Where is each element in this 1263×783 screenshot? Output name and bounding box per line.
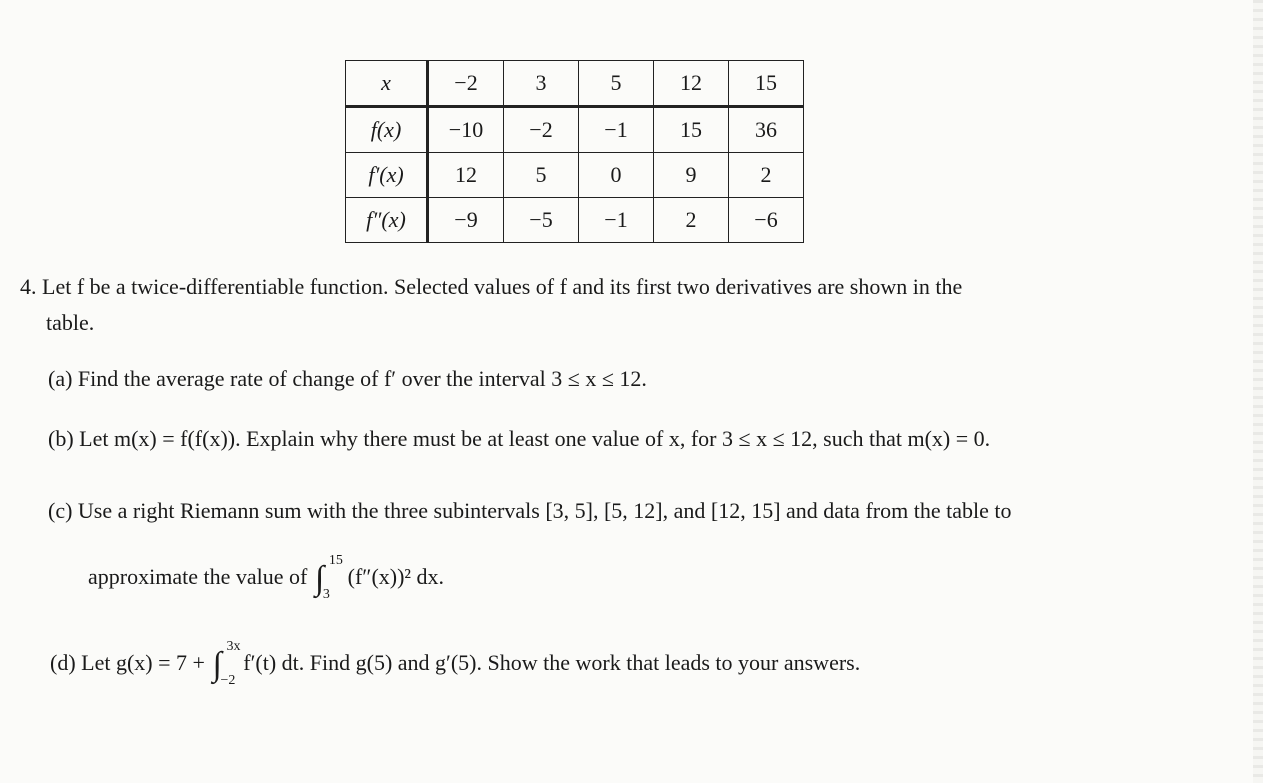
table-cell: −1: [579, 198, 654, 243]
table-cell: −9: [428, 198, 504, 243]
table-cell: −5: [504, 198, 579, 243]
table-row-f-prime: [346, 153, 804, 198]
table-cell: 36: [729, 107, 804, 153]
table-cell: 15: [654, 107, 729, 153]
table-cell: 5: [579, 61, 654, 107]
table-cell: 12: [428, 153, 504, 198]
table-cell: −10: [428, 107, 504, 153]
table-cell: 15: [729, 61, 804, 107]
page-edge: [1253, 0, 1263, 783]
table-cell: 0: [579, 153, 654, 198]
table-row-f: [346, 107, 804, 153]
integral-lower-limit: 3: [322, 587, 330, 602]
question-stem: [20, 274, 962, 300]
part-c: (c) Use a right Riemann sum with the three subintervals [3, 5], [5, 12], and [12, 15] and data from the table to: [48, 498, 1012, 523]
table-header-x: x: [346, 61, 428, 107]
table-header-f-prime: f′(x): [346, 153, 428, 198]
table-cell: −6: [729, 198, 804, 243]
table-cell: 5: [504, 153, 579, 198]
part-b: (b) Let m(x) = f(f(x)). Explain why there must be at least one value of x, for 3 ≤ x ≤ 12, such that m(x) = 0.: [48, 426, 991, 451]
table-cell: −1: [579, 107, 654, 153]
part-a: (a) Find the average rate of change of f′ over the interval 3 ≤ x ≤ 12.: [48, 366, 647, 391]
table-cell: 2: [654, 198, 729, 243]
table-cell: 9: [654, 153, 729, 198]
table-header-f: f(x): [346, 107, 428, 153]
table-row-f-double-prime: [346, 198, 804, 243]
integral-upper-limit: 3x: [226, 639, 241, 654]
question-number: 4.: [20, 274, 37, 299]
table-cell: −2: [428, 61, 504, 107]
part-c-integral-line: [88, 553, 445, 602]
values-table: [345, 60, 804, 243]
integral-upper-limit: 15: [328, 553, 343, 568]
part-c-prefix: approximate the value of: [88, 564, 308, 590]
integral-sign: ∫ 15 3: [314, 553, 343, 602]
part-d: [50, 639, 861, 688]
question-stem-continuation: table.: [46, 310, 95, 335]
part-d-suffix: Find g(5) and g′(5). Show the work that leads to your answers.: [309, 650, 861, 676]
part-d-integrand: f′(t) dt.: [243, 650, 305, 676]
integral-sign: ∫ 3x −2: [212, 639, 241, 688]
question-stem-text: Let f be a twice-differentiable function. Selected values of f and its first two derivatives are shown in the: [42, 274, 963, 299]
part-c-integrand: (f″(x))² dx.: [347, 564, 445, 590]
table-cell: −2: [504, 107, 579, 153]
part-d-prefix: (d) Let g(x) = 7 +: [50, 650, 205, 676]
table-header-f-double-prime: f″(x): [346, 198, 428, 243]
integral-lower-limit: −2: [220, 673, 236, 688]
table-cell: 12: [654, 61, 729, 107]
table-cell: 2: [729, 153, 804, 198]
table-row-x: [346, 61, 804, 107]
table-cell: 3: [504, 61, 579, 107]
